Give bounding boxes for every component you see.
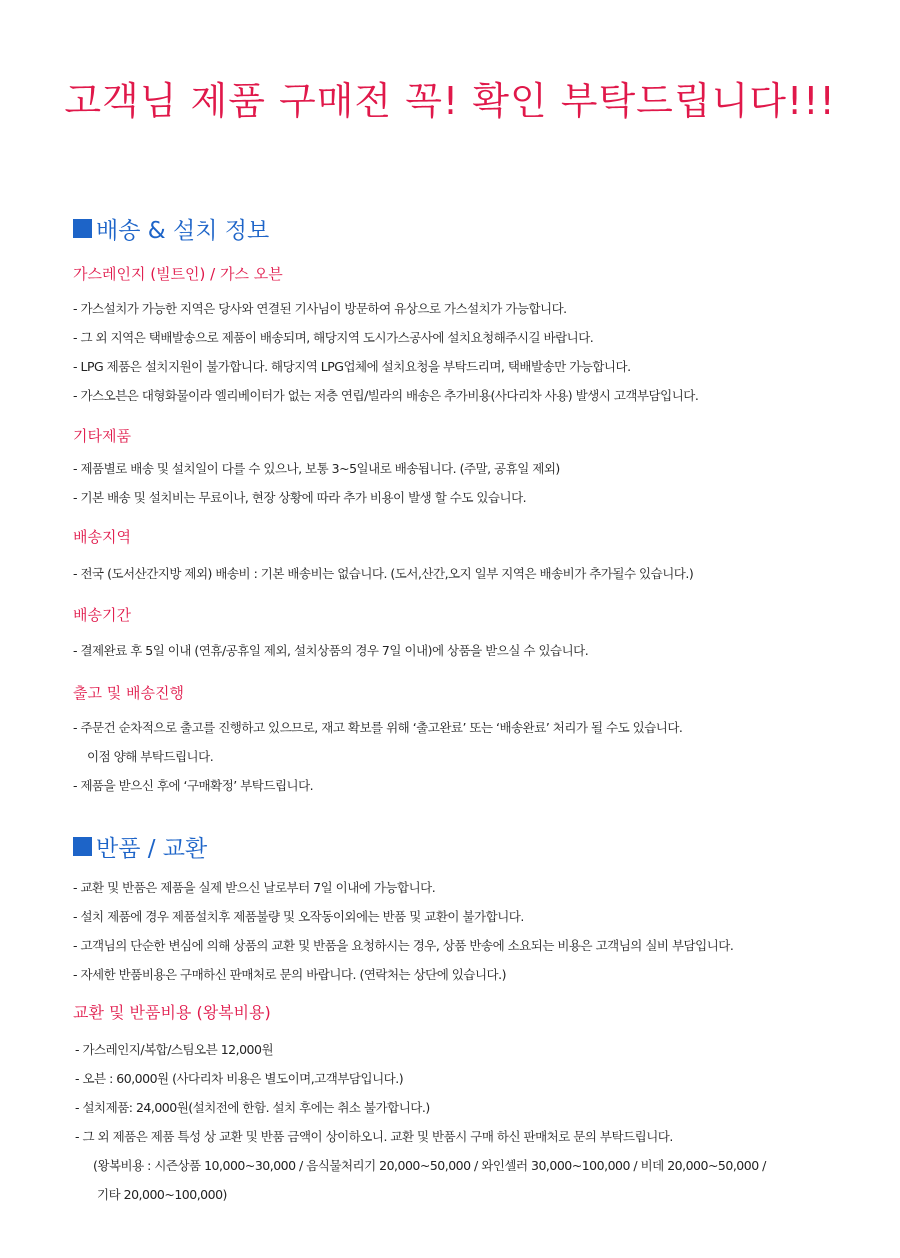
- list-item: - 주문건 순차적으로 출고를 진행하고 있으므로, 재고 확보를 위해 ‘출고완료’ 또는 ‘배송완료’ 처리가 될 수도 있습니다.: [73, 720, 683, 735]
- list-item: - LPG 제품은 설치지원이 불가합니다. 해당지역 LPG업체에 설치요청을 부탁드리며, 택배발송만 가능합니다.: [73, 359, 631, 374]
- list-item: - 그 외 지역은 택배발송으로 제품이 배송되며, 해당지역 도시가스공사에 설치요청해주시길 바랍니다.: [73, 330, 594, 345]
- list-item: - 고객님의 단순한 변심에 의해 상품의 교환 및 반품을 요청하시는 경우, 상품 반송에 소요되는 비용은 고객님의 실비 부담입니다.: [73, 938, 734, 953]
- list-item: - 가스레인지/복합/스팀오븐 12,000원: [75, 1042, 274, 1057]
- list-item: - 가스설치가 가능한 지역은 당사와 연결된 기사님이 방문하여 유상으로 가스설치가 가능합니다.: [73, 301, 567, 316]
- list-item: - 그 외 제품은 제품 특성 상 교환 및 반품 금액이 상이하오니. 교환 및 반품시 구매 하신 판매처로 문의 부탁드립니다.: [75, 1129, 673, 1144]
- list-item: - 기본 배송 및 설치비는 무료이나, 현장 상황에 따라 추가 비용이 발생 할 수도 있습니다.: [73, 490, 527, 505]
- subheading-return-cost: 교환 및 반품비용 (왕복비용): [73, 1003, 271, 1022]
- section-heading-label: 배송 & 설치 정보: [96, 218, 270, 244]
- list-item: 이점 양해 부탁드립니다.: [87, 749, 214, 764]
- list-item: - 전국 (도서산간지방 제외) 배송비 : 기본 배송비는 없습니다. (도서,산간,오지 일부 지역은 배송비가 추가될수 있습니다.): [73, 566, 694, 581]
- subheading-delivery-area: 배송지역: [73, 528, 131, 546]
- list-item: - 오븐 : 60,000원 (사다리차 비용은 별도이며,고객부담입니다.): [75, 1071, 404, 1086]
- list-item: - 자세한 반품비용은 구매하신 판매처로 문의 바랍니다. (연락처는 상단에 있습니다.): [73, 967, 506, 982]
- page-title: 고객님 제품 구매전 꼭! 확인 부탁드립니다!!!: [64, 79, 836, 123]
- subheading-gas-range: 가스레인지 (빌트인) / 가스 오븐: [73, 265, 283, 283]
- section-heading-label: 반품 / 교환: [96, 836, 208, 862]
- shipping-progress-info-list: [73, 713, 873, 800]
- other-products-info-list: [73, 454, 873, 512]
- list-item: - 제품별로 배송 및 설치일이 다를 수 있으나, 보통 3~5일내로 배송됩니다. (주말, 공휴일 제외): [73, 461, 560, 476]
- subheading-delivery-period: 배송기간: [73, 606, 131, 624]
- list-item: - 설치 제품에 경우 제품설치후 제품불량 및 오작동이외에는 반품 및 교환이 불가합니다.: [73, 909, 524, 924]
- delivery-period-info-list: [73, 636, 873, 665]
- gas-range-info-list: [73, 294, 873, 410]
- list-item: - 가스오븐은 대형화물이라 엘리베이터가 없는 저층 연립/빌라의 배송은 추가비용(사다리차 사용) 발생시 고객부담입니다.: [73, 388, 699, 403]
- delivery-area-info-list: [73, 559, 873, 588]
- list-item: (왕복비용 : 시즌상품 10,000~30,000 / 음식물처리기 20,000~50,000 / 와인셀러 30,000~100,000 / 비데 20,000~50,000 /: [93, 1158, 766, 1173]
- section-heading-delivery: [73, 212, 269, 245]
- list-item: - 설치제품: 24,000원(설치전에 한함. 설치 후에는 취소 불가합니다.): [75, 1100, 430, 1115]
- return-policy-list: [73, 873, 873, 989]
- list-item: - 결제완료 후 5일 이내 (연휴/공휴일 제외, 설치상품의 경우 7일 이내)에 상품을 받으실 수 있습니다.: [73, 643, 589, 658]
- list-item: - 교환 및 반품은 제품을 실제 받으신 날로부터 7일 이내에 가능합니다.: [73, 880, 436, 895]
- list-item: 기타 20,000~100,000): [97, 1187, 227, 1202]
- list-item: - 제품을 받으신 후에 ‘구매확정’ 부탁드립니다.: [73, 778, 314, 793]
- subheading-other-products: 기타제품: [73, 427, 131, 445]
- square-bullet-icon: [73, 837, 92, 856]
- square-bullet-icon: [73, 219, 92, 238]
- return-cost-list: [75, 1035, 875, 1209]
- section-heading-return-exchange: [73, 830, 207, 863]
- subheading-shipping-progress: 출고 및 배송진행: [73, 684, 184, 702]
